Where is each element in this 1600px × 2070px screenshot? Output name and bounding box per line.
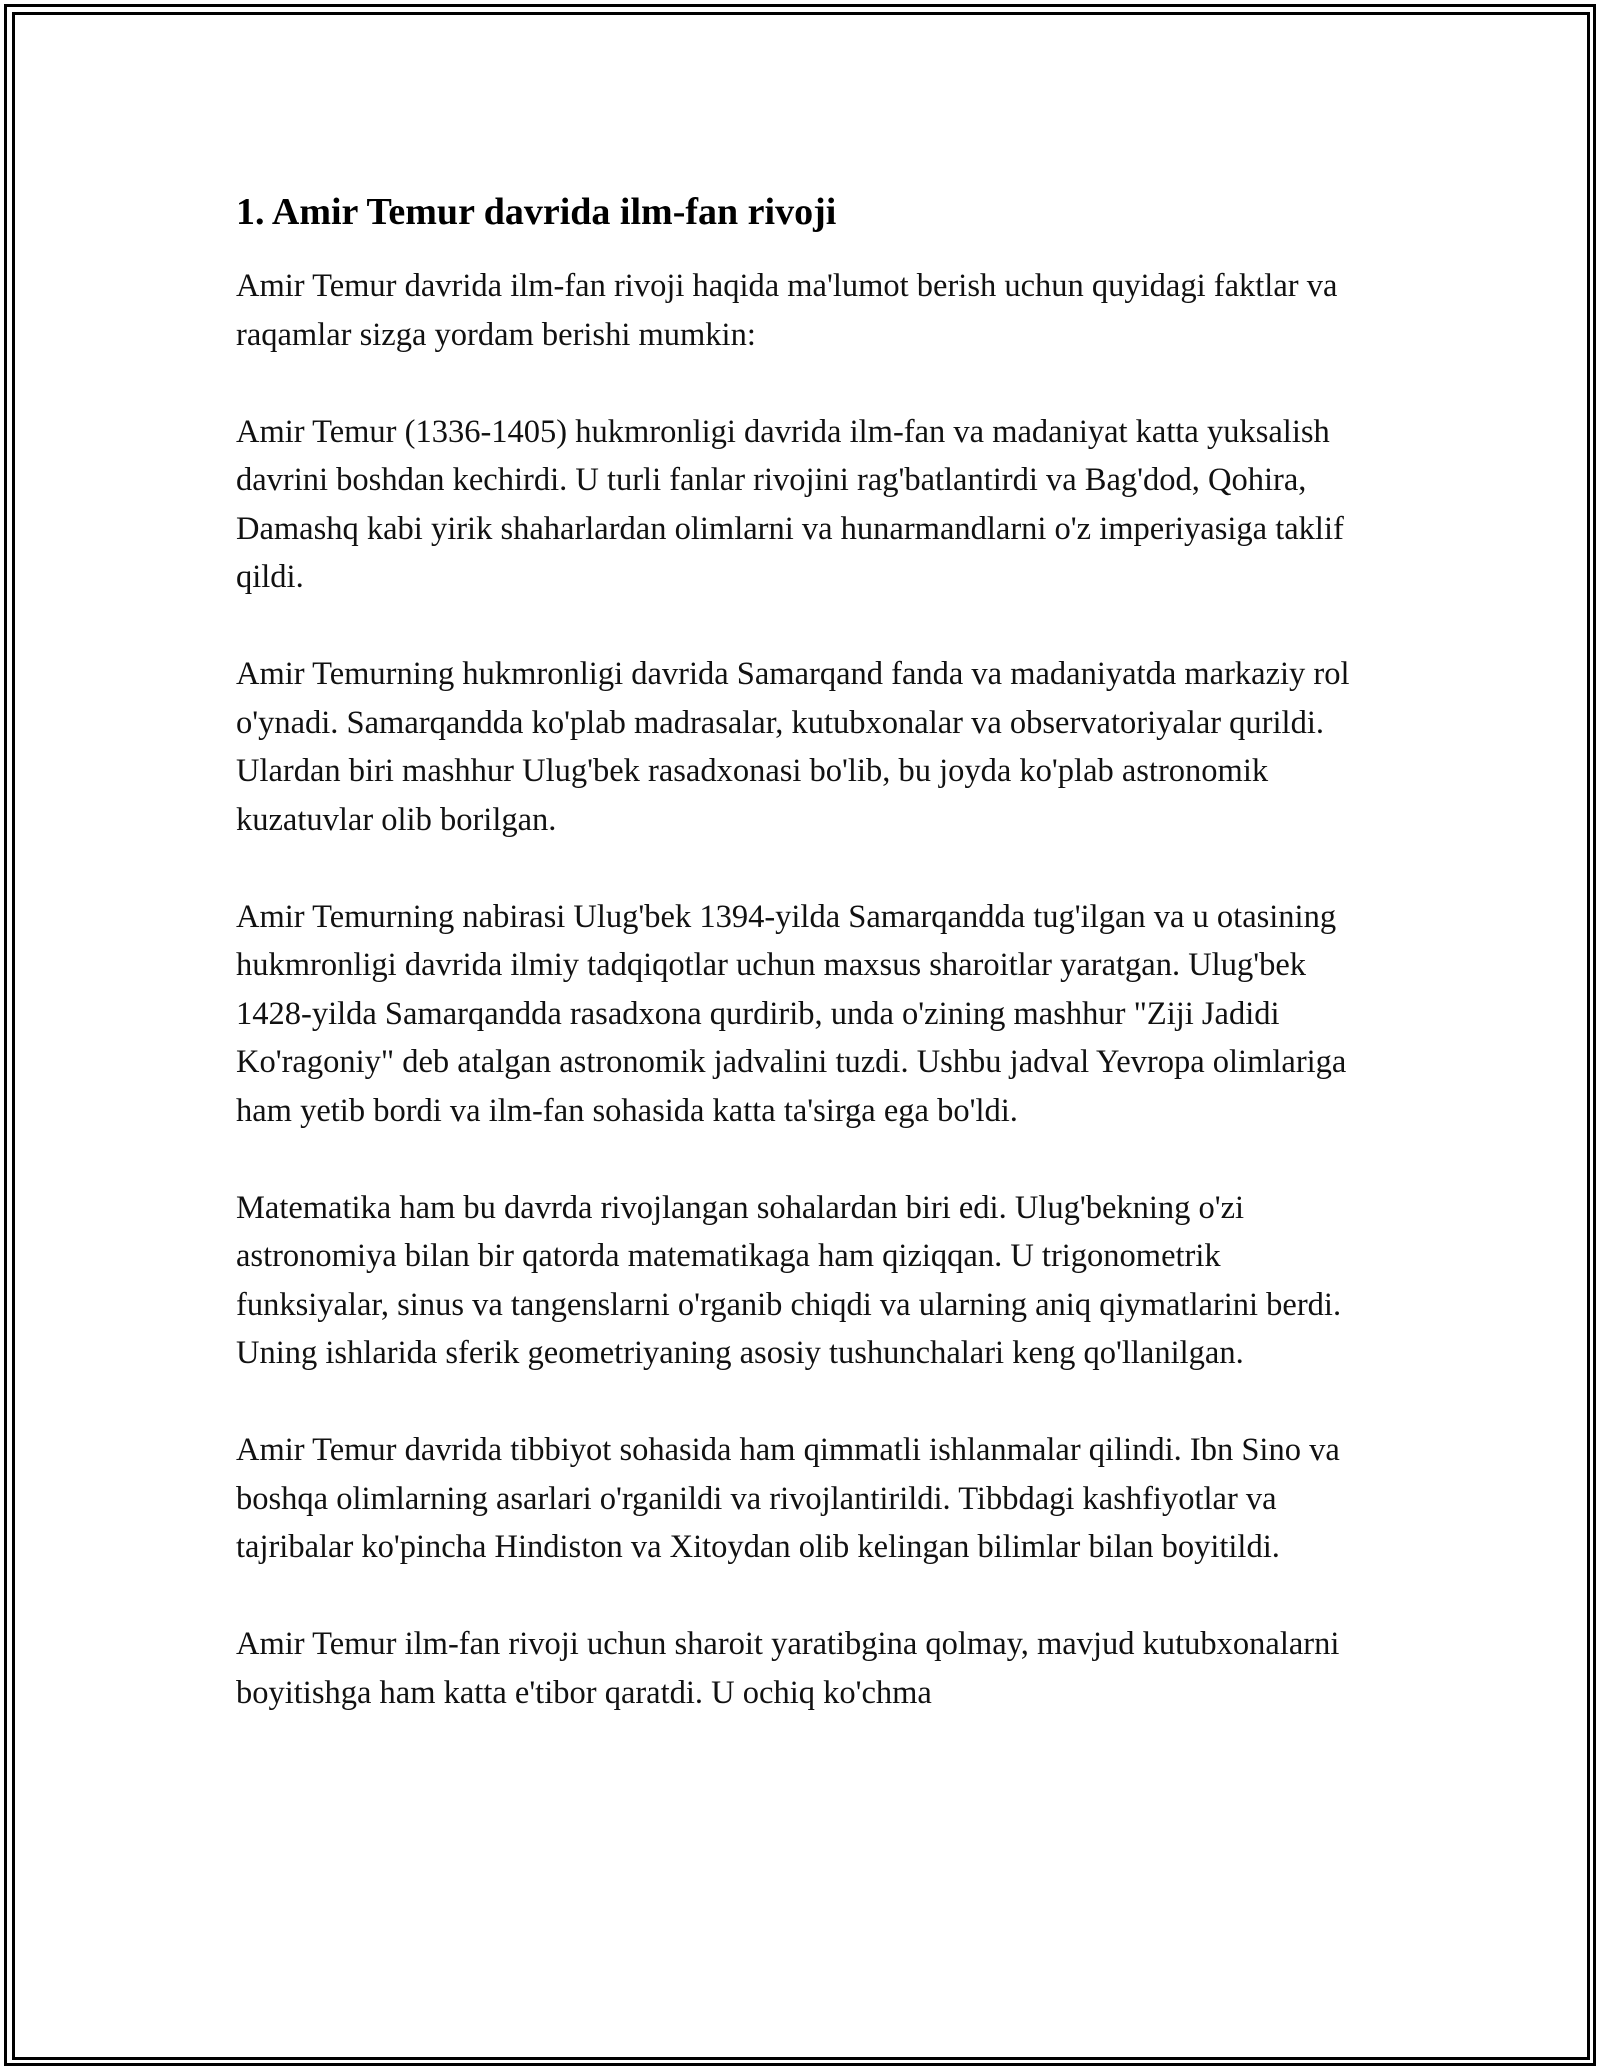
paragraph-intro: Amir Temur davrida ilm-fan rivoji haqida ma'lumot berish uchun quyidagi faktlar va raqamlar sizga yordam berishi mumkin: xyxy=(236,268,1338,353)
paragraph-mathematics: Matematika ham bu davrda rivojlangan sohalardan biri edi. Ulug'bekning o'zi astronomiya bilan bir qatorda matematikaga ham qiziqqan. U trigonometrik funksiyalar, sinus va tangenslarni o'rganib chiqdi va ularning aniq qiymatlarini berdi. Uning ishlarida sferik geometriyaning asosiy tushunchalari keng qo'llanilgan. xyxy=(236,1189,1342,1371)
paragraph-samarqand: Amir Temurning hukmronligi davrida Samarqand fanda va madaniyatda markaziy rol o'ynadi. Samarqandda ko'plab madrasalar, kutubxonalar va observatoriyalar qurildi. Ulardan biri mashhur Ulug'bek rasadxonasi bo'lib, bu joyda ko'plab astronomik kuzatuvlar olib borilgan. xyxy=(236,656,1350,838)
paragraph-medicine: Amir Temur davrida tibbiyot sohasida ham qimmatli ishlanmalar qilindi. Ibn Sino va boshqa olimlarning asarlari o'rganildi va rivojlantirildi. Tibbdagi kashfiyotlar va tajribalar ko'pincha Hindiston va Xitoydan olib kelingan bilimlar bilan boyitildi. xyxy=(236,1432,1340,1565)
paragraph-ulugbek: Amir Temurning nabirasi Ulug'bek 1394-yilda Samarqandda tug'ilgan va u otasining hukmronligi davrida ilmiy tadqiqotlar uchun maxsus sharoitlar yaratgan. Ulug'bek 1428-yilda Samarqandda rasadxona qurdirib, unda o'zining mashhur "Ziji Jadidi Ko'ragoniy" deb atalgan astronomik jadvalini tuzdi. Ushbu jadval Yevropa olimlariga ham yetib bordi va ilm-fan sohasida katta ta'sirga ega bo'ldi. xyxy=(236,898,1347,1129)
section-heading: 1. Amir Temur davrida ilm-fan rivoji xyxy=(236,191,837,233)
paragraph-reign: Amir Temur (1336-1405) hukmronligi davrida ilm-fan va madaniyat katta yuksalish davrini boshdan kechirdi. U turli fanlar rivojini rag'batlantirdi va Bag'dod, Qohira, Damashq kabi yirik shaharlardan olimlarni va hunarmandlarni o'z imperiyasiga taklif qildi. xyxy=(236,413,1344,595)
paragraph-libraries: Amir Temur ilm-fan rivoji uchun sharoit yaratibgina qolmay, mavjud kutubxonalarni boyitishga ham katta e'tibor qaratdi. U ochiq ko'chma xyxy=(236,1626,1340,1711)
document-body xyxy=(236,188,1366,1766)
